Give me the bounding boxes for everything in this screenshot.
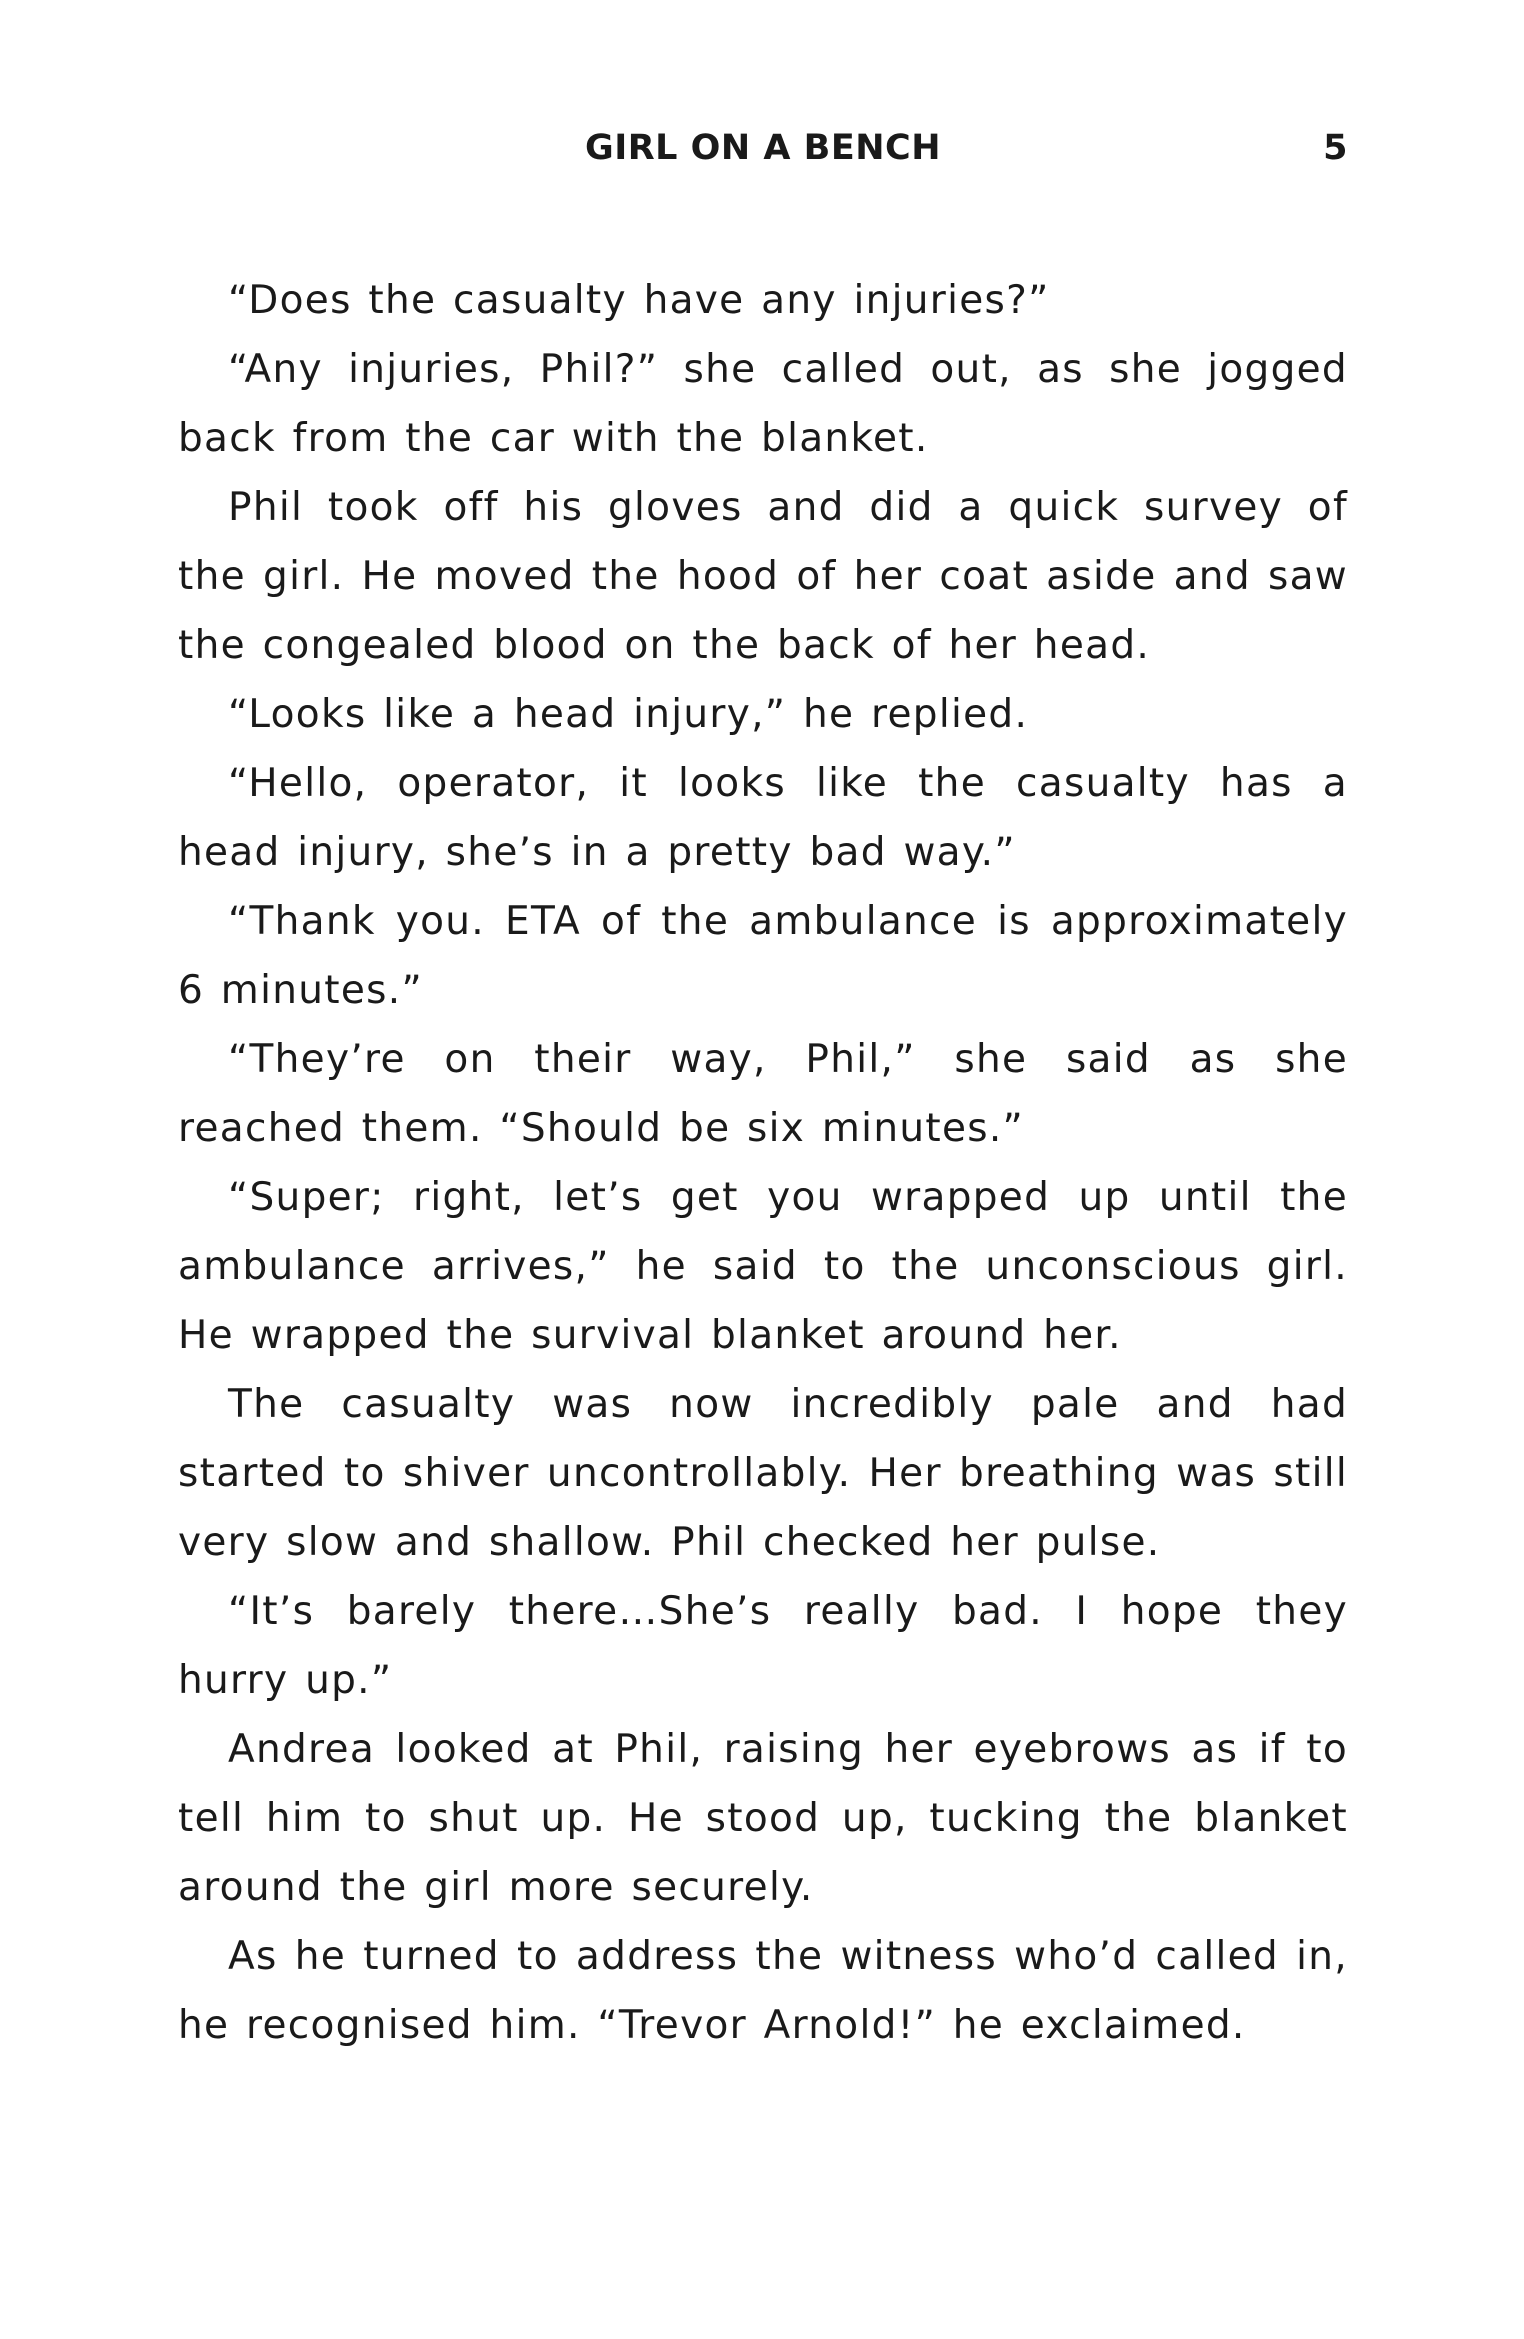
paragraph: “They’re on their way, Phil,” she said as she reached them. “Should be six minutes.”	[178, 1037, 1348, 1151]
paragraph: Andrea looked at Phil, raising her eyebrows as if to tell him to shut up. He stood up, tucking the blanket around the girl more securely.	[178, 1727, 1348, 1910]
paragraph: “Thank you. ETA of the ambulance is approximately 6 minutes.”	[178, 899, 1348, 1013]
paragraph: “Super; right, let’s get you wrapped up until the ambulance arrives,” he said to the unconscious girl. He wrapped the survival blanket around her.	[178, 1175, 1348, 1358]
paragraph: As he turned to address the witness who’d called in, he recognised him. “Trevor Arnold!” he exclaimed.	[178, 1934, 1348, 2048]
paragraph: “Hello, operator, it looks like the casualty has a head injury, she’s in a pretty bad way.”	[178, 761, 1348, 875]
paragraph: “It’s barely there…She’s really bad. I hope they hurry up.”	[178, 1589, 1348, 1703]
paragraph: Phil took off his gloves and did a quick survey of the girl. He moved the hood of her coat aside and saw the congealed blood on the back of her head.	[178, 485, 1348, 668]
body-text	[178, 266, 1348, 2060]
paragraph: The casualty was now incredibly pale and had started to shiver uncontrollably. Her breathing was still very slow and shallow. Phil checked her pulse.	[178, 1382, 1348, 1565]
running-title: GIRL ON A BENCH	[584, 128, 942, 168]
paragraph: “Looks like a head injury,” he replied.	[228, 692, 1029, 737]
page-number: 5	[1323, 128, 1348, 168]
paragraph: “Does the casualty have any injuries?”	[228, 278, 1050, 323]
running-header	[178, 120, 1348, 176]
paragraph: “Any injuries, Phil?” she called out, as she jogged back from the car with the blanket.	[178, 347, 1348, 461]
